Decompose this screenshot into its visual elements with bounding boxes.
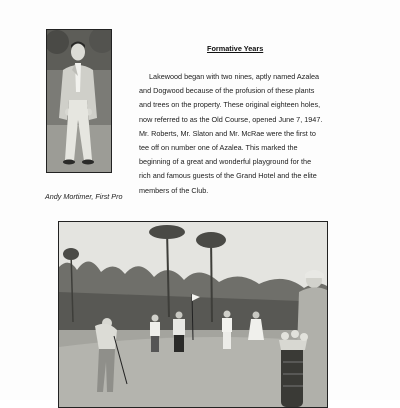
body-line: rich and famous guests of the Grand Hotel and the elite [139, 171, 317, 181]
body-line: beginning of a great and wonderful playground for the [139, 157, 312, 167]
section-heading: Formative Years [207, 44, 264, 53]
section-body [139, 70, 339, 198]
body-line: now referred to as the Old Course, opened June 7, 1947. [139, 114, 323, 124]
golf-course-photo [58, 221, 328, 408]
body-line: and Dogwood because of the profusion of these plants [139, 86, 315, 96]
body-line: members of the Club. [139, 185, 209, 195]
body-line: Lakewood began with two nines, aptly named Azalea [149, 72, 320, 81]
body-line: Mr. Roberts, Mr. Slaton and Mr. McRae were the first to [139, 128, 316, 138]
body-line: tee off on number one of Azalea. This marked the [139, 142, 298, 152]
portrait-photo [46, 29, 112, 173]
body-line: and trees on the property. These original eighteen holes, [139, 100, 321, 110]
portrait-caption: Andy Mortimer, First Pro [45, 192, 123, 201]
